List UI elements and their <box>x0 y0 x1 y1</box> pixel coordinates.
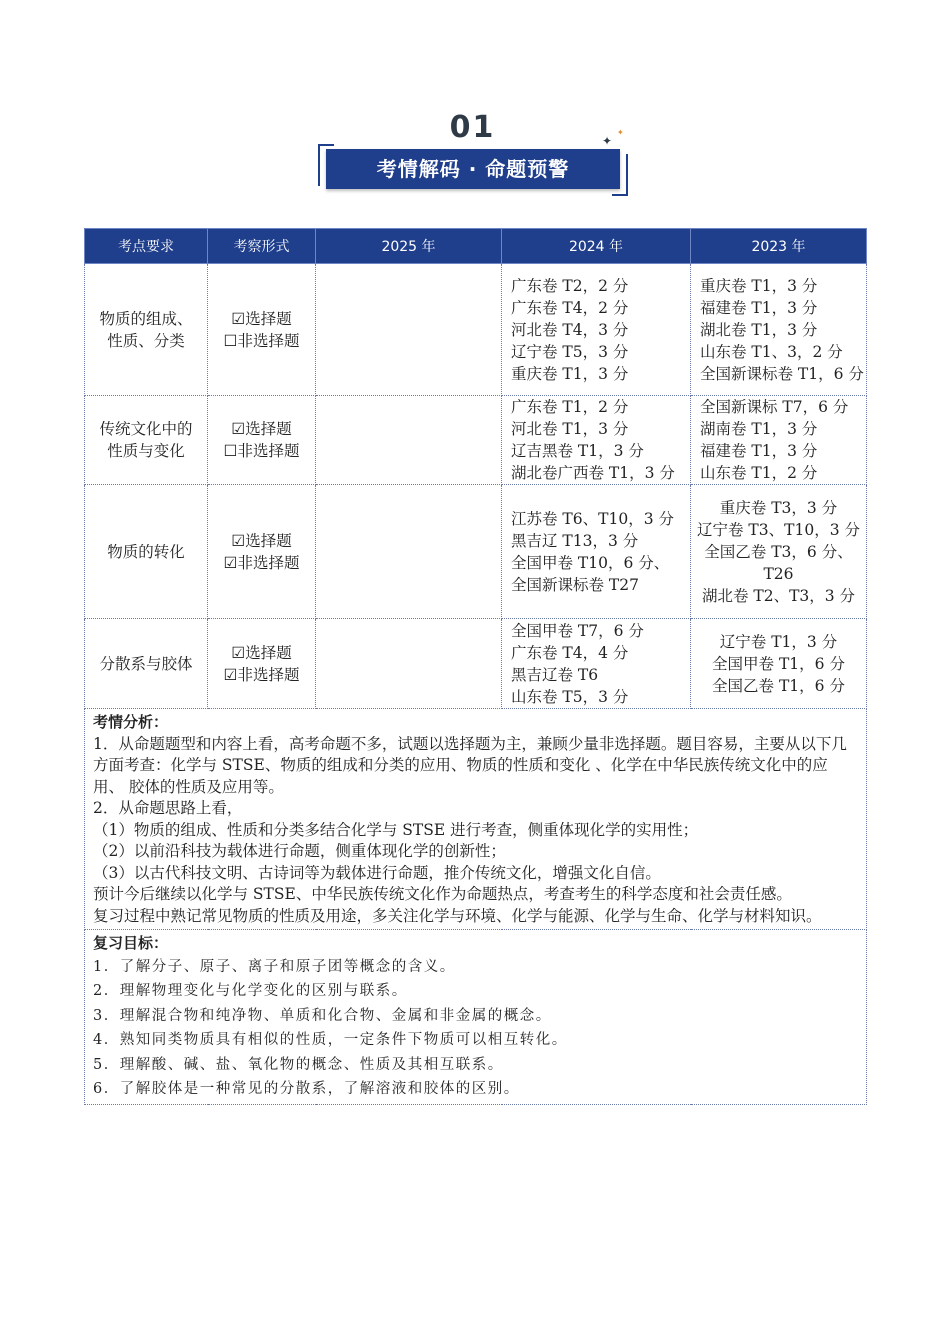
analysis-paragraph: 预计今后继续以化学与 STSE、中华民族传统文化作为命题热点，考查考生的科学态度和社会责任感。 <box>93 885 792 903</box>
analysis-title: 考情分析： <box>93 713 169 731</box>
year-2025-cell <box>316 485 502 619</box>
analysis-paragraph: 复习过程中熟记常见物质的性质及用途，多关注化学与环境、化学与能源、化学与生命、化学与材料知识。 <box>93 906 822 925</box>
goal-item: 5．理解酸、碱、盐、氧化物的概念、性质及其相互联系。 <box>93 1056 504 1073</box>
checkbox-choice: ☑选择题 <box>231 643 292 662</box>
checkbox-choice: ☑选择题 <box>231 309 292 328</box>
goals-cell <box>85 930 867 1105</box>
goal-item: 4．熟知同类物质具有相似的性质，一定条件下物质可以相互转化。 <box>93 1032 568 1048</box>
section-title: 考情解码 · 命题预警 <box>326 149 620 189</box>
column-header: 2023 年 <box>691 229 867 264</box>
section-number: 01 <box>449 110 496 145</box>
column-header: 2025 年 <box>316 229 502 264</box>
analysis-paragraph: （1）物质的组成、性质和分类多结合化学与 STSE 进行考查，侧重体现化学的实用性； <box>93 820 699 839</box>
sparkle-small-icon: ✦ <box>617 128 624 137</box>
table-row <box>85 619 867 709</box>
year-2023-cell: 重庆卷 T1，3 分 福建卷 T1，3 分 湖北卷 T1，3 分 山东卷 T1、3，2 分 全国新课标卷 T1，6 分 <box>691 264 867 396</box>
year-2024-cell: 广东卷 T1，2 分 河北卷 T1，3 分 辽吉黑卷 T1，3 分 湖北卷广西卷 T1，3 分 <box>502 396 691 485</box>
format-cell <box>208 619 316 709</box>
checkbox-choice: ☑选择题 <box>231 531 292 550</box>
checkbox-nonchoice: ☑非选择题 <box>223 665 300 684</box>
analysis-paragraph: （2）以前沿科技为载体进行命题，侧重体现化学的创新性； <box>93 842 506 860</box>
table-row <box>85 264 867 396</box>
analysis-row <box>85 709 867 930</box>
column-header: 2024 年 <box>502 229 691 264</box>
checkbox-nonchoice: ☐非选择题 <box>223 331 300 350</box>
table-header-row <box>85 229 867 264</box>
year-2023-cell: 重庆卷 T3，3 分 辽宁卷 T3、T10，3 分 全国乙卷 T3，6 分、T26 湖北卷 T2、T3，3 分 <box>691 485 867 619</box>
table-row <box>85 396 867 485</box>
year-2024-cell: 江苏卷 T6、T10，3 分 黑吉辽 T13，3 分 全国甲卷 T10，6 分、 全国新课标卷 T27 <box>502 485 691 619</box>
checkbox-nonchoice: ☐非选择题 <box>223 442 300 460</box>
year-2025-cell <box>316 264 502 396</box>
topic-cell: 传统文化中的 性质与变化 <box>85 396 208 485</box>
goal-item: 6．了解胶体是一种常见的分散系，了解溶液和胶体的区别。 <box>93 1081 520 1097</box>
year-2024-cell: 全国甲卷 T7，6 分 广东卷 T4，4 分 黑吉辽卷 T6 山东卷 T5，3 分 <box>502 619 691 709</box>
analysis-paragraph: （3）以古代科技文明、古诗词等为载体进行命题，推介传统文化，增强文化自信。 <box>93 863 661 882</box>
checkbox-nonchoice: ☑非选择题 <box>223 553 300 572</box>
column-header: 考察形式 <box>208 229 316 264</box>
goals-row <box>85 930 867 1105</box>
year-2023-cell: 全国新课标 T7，6 分 湖南卷 T1，3 分 福建卷 T1，3 分 山东卷 T1，2 分 <box>691 396 867 485</box>
year-2025-cell <box>316 396 502 485</box>
format-cell <box>208 264 316 396</box>
goal-item: 1．了解分子、原子、离子和原子团等概念的含义。 <box>93 958 456 975</box>
format-cell <box>208 396 316 485</box>
table-row <box>85 485 867 619</box>
goal-item: 3．理解混合物和纯净物、单质和化合物、金属和非金属的概念。 <box>93 1007 552 1024</box>
format-cell <box>208 485 316 619</box>
topic-cell: 分散系与胶体 <box>85 619 208 709</box>
topic-cell: 物质的转化 <box>85 485 208 619</box>
year-2023-cell: 辽宁卷 T1，3 分 全国甲卷 T1，6 分 全国乙卷 T1，6 分 <box>691 619 867 709</box>
checkbox-choice: ☑选择题 <box>231 420 292 438</box>
topic-cell: 物质的组成、 性质、分类 <box>85 264 208 396</box>
column-header: 考点要求 <box>85 229 208 264</box>
goals-title: 复习目标： <box>93 934 169 952</box>
analysis-paragraph: 1．从命题题型和内容上看，高考命题不多，试题以选择题为主，兼顾少量非选择题。题目容易，主要从以下几方面考查：化学与 STSE、物质的组成和分类的应用、物质的性质和变化 、化学在中华民族传统文化中的应用、 胶体的性质及应用等。 <box>93 734 847 796</box>
goal-item: 2．理解物理变化与化学变化的区别与联系。 <box>93 983 408 999</box>
year-2025-cell <box>316 619 502 709</box>
year-2024-cell: 广东卷 T2，2 分 广东卷 T4，2 分 河北卷 T4，3 分 辽宁卷 T5，3 分 重庆卷 T1，3 分 <box>502 264 691 396</box>
exam-analysis-table <box>84 228 867 1105</box>
analysis-paragraph: 2．从命题思路上看， <box>93 799 243 817</box>
sparkle-icon: ✦ <box>602 134 613 148</box>
analysis-cell <box>85 709 867 930</box>
